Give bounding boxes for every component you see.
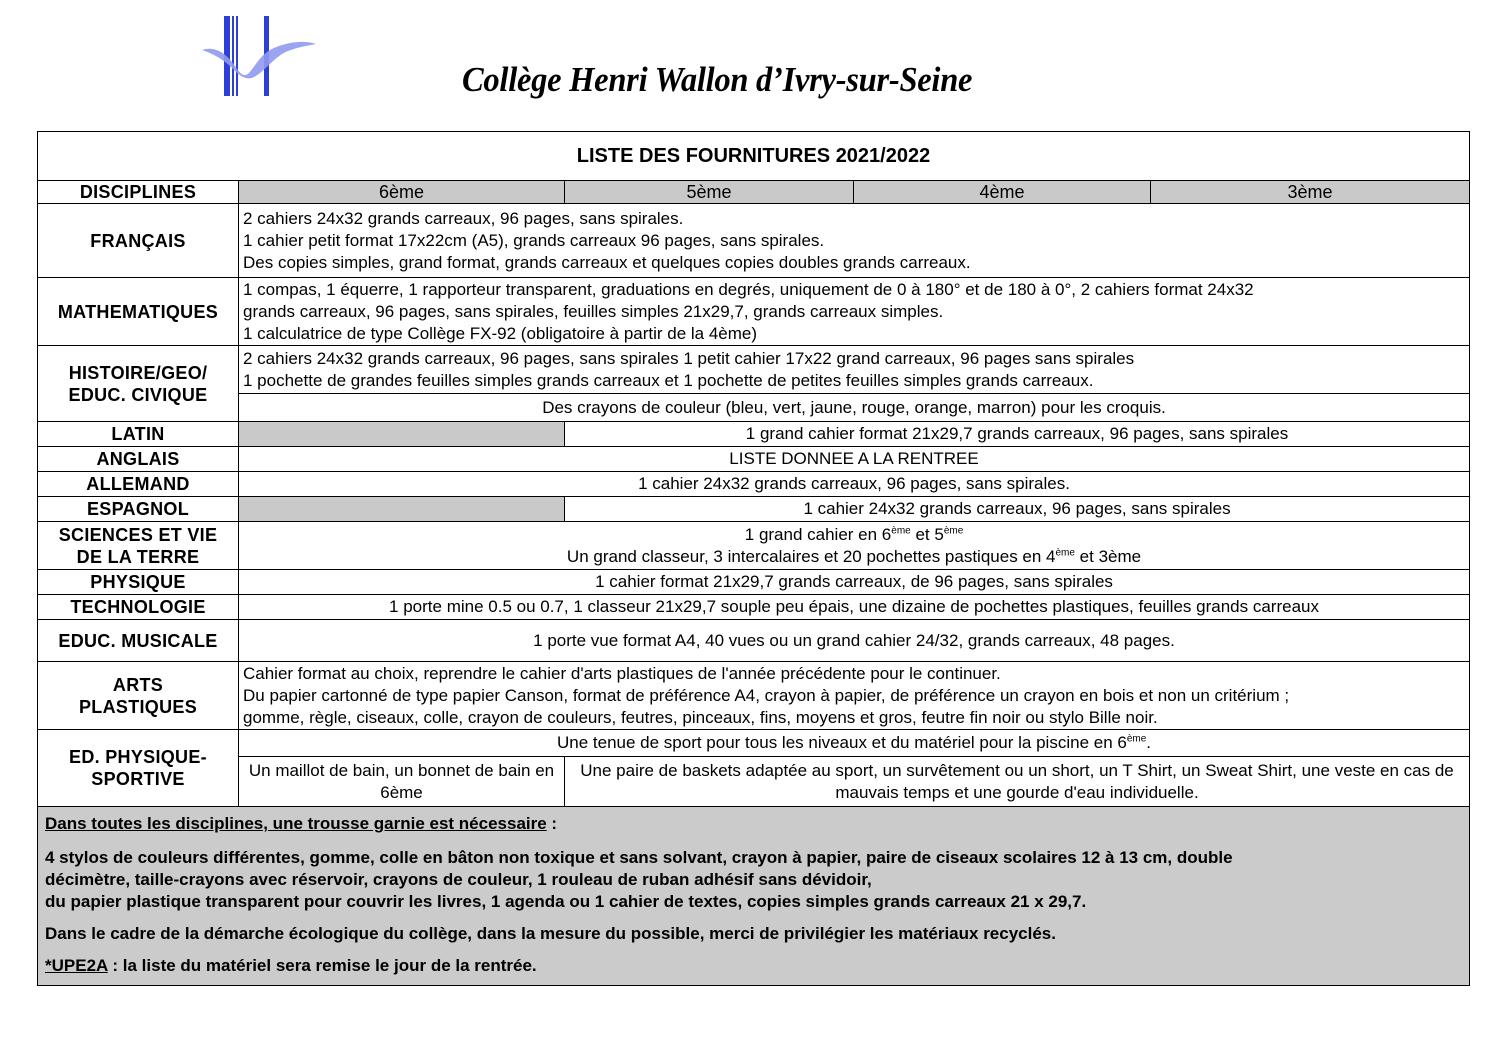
supply-line: gomme, règle, ciseaux, colle, crayon de couleurs, feutres, pinceaux, fins, moyens et gros, feutre fin noir ou stylo Bille noir.	[243, 707, 1158, 727]
table-row-eps	[38, 730, 1470, 757]
supply-cell-others: Une paire de baskets adaptée au sport, un survêtement ou un short, un T Shirt, un Sweat Shirt, une veste en cas de mauvais temps et une gourde d'eau individuelle.	[565, 757, 1470, 807]
supply-line: 1 pochette de grandes feuilles simples grands carreaux et 1 pochette de petites feuilles simples grands carreaux.	[243, 370, 1094, 390]
table-row-techno	[38, 595, 1470, 620]
table-row-arts	[38, 662, 1470, 730]
discipline-label	[38, 346, 239, 422]
supply-cell: 1 porte mine 0.5 ou 0.7, 1 classeur 21x29,7 souple peu épais, une dizaine de pochettes plastiques, feuilles grands carreaux	[239, 595, 1470, 620]
empty-cell-6eme	[239, 422, 565, 447]
label-line: EDUC. CIVIQUE	[68, 384, 208, 405]
ecologie-note: Dans le cadre de la démarche écologique du collège, dans la mesure du possible, merci de privilégier les matériaux recyclés.	[45, 924, 1056, 943]
label-line: ARTS	[112, 674, 164, 695]
supply-line: Des copies simples, grand format, grands carreaux et quelques copies doubles grands carreaux.	[243, 252, 971, 272]
supply-cell	[239, 346, 1470, 394]
supply-cell	[239, 522, 1470, 570]
supply-line: grands carreaux, 96 pages, sans spirales, feuilles simples 21x29,7, grands carreaux simples.	[243, 301, 944, 321]
table-row-svt	[38, 522, 1470, 570]
supply-cell: Une tenue de sport pour tous les niveaux et du matériel pour la piscine en 6ème.	[239, 730, 1470, 757]
discipline-label	[38, 730, 239, 807]
supply-line: 2 cahiers 24x32 grands carreaux, 96 pages, sans spirales.	[243, 208, 684, 228]
discipline-label: TECHNOLOGIE	[38, 595, 239, 620]
label-line: DE LA TERRE	[76, 546, 200, 567]
supply-line: Cahier format au choix, reprendre le cahier d'arts plastiques de l'année précédente pour le continuer.	[243, 663, 1001, 683]
label-line: SPORTIVE	[91, 769, 185, 789]
discipline-label: MATHEMATIQUES	[38, 278, 239, 346]
supply-line: Un grand classeur, 3 intercalaires et 20 pochettes pastiques en 4ème et 3ème	[566, 546, 1142, 566]
college-logo	[196, 14, 320, 100]
column-header: DISCIPLINES	[38, 181, 239, 204]
table-row-allemand	[38, 472, 1470, 497]
trousse-list	[45, 847, 1462, 913]
supply-line: Du papier cartonné de type papier Canson, format de préférence A4, crayon à papier, de préférence un crayon en bois et non un critérium ;	[243, 685, 1290, 705]
table-row-physique	[38, 570, 1470, 595]
footer-notes	[38, 807, 1470, 986]
supply-cell: 1 cahier 24x32 grands carreaux, 96 pages, sans spirales.	[239, 472, 1470, 497]
supply-line: 1 calculatrice de type Collège FX-92 (obligatoire à partir de la 4ème)	[243, 323, 758, 343]
logo-bar	[232, 16, 234, 96]
trousse-line: décimètre, taille-crayons avec réservoir, crayons de couleur, 1 rouleau de ruban adhésif sans dévidoir,	[45, 870, 872, 889]
supply-cell	[239, 204, 1470, 278]
supply-cell: 1 cahier format 21x29,7 grands carreaux, de 96 pages, sans spirales	[239, 570, 1470, 595]
table-row-latin	[38, 422, 1470, 447]
supply-cell: 1 cahier 24x32 grands carreaux, 96 pages, sans spirales	[565, 497, 1470, 522]
trousse-line: 4 stylos de couleurs différentes, gomme, colle en bâton non toxique et sans solvant, crayon à papier, paire de ciseaux scolaires 12 à 13 cm, double	[45, 848, 1233, 867]
supply-cell-6eme: Un maillot de bain, un bonnet de bain en 6ème	[239, 757, 565, 807]
trousse-heading: Dans toutes les disciplines, une trousse garnie est nécessaire :	[45, 814, 558, 833]
supplies-table	[37, 131, 1470, 986]
column-header: 4ème	[854, 181, 1151, 204]
label-line: HISTOIRE/GEO/	[68, 362, 208, 383]
column-header: 6ème	[239, 181, 565, 204]
table-row-eps-detail	[38, 757, 1470, 807]
supply-line: 1 compas, 1 équerre, 1 rapporteur transparent, graduations en degrés, uniquement de 0 à 180° et de 180 à 0°, 2 cahiers format 24x32	[243, 279, 1254, 299]
supply-cell	[239, 278, 1470, 346]
discipline-label: EDUC. MUSICALE	[38, 620, 239, 662]
label-line: SCIENCES ET VIE	[58, 524, 218, 545]
label-line: ED. PHYSIQUE-	[69, 747, 207, 767]
supply-cell: Des crayons de couleur (bleu, vert, jaune, rouge, orange, marron) pour les croquis.	[239, 394, 1470, 422]
supply-line: 1 grand cahier en 6ème et 5ème	[744, 524, 964, 544]
logo-bar	[236, 16, 238, 96]
table-row-histoire	[38, 346, 1470, 394]
table-row-francais	[38, 204, 1470, 278]
supply-cell: 1 grand cahier format 21x29,7 grands carreaux, 96 pages, sans spirales	[565, 422, 1470, 447]
table-row-histoire-extra	[38, 394, 1470, 422]
trousse-line: du papier plastique transparent pour couvrir les livres, 1 agenda ou 1 cahier de textes, copies simples grands carreaux 21 x 29,7.	[45, 892, 1087, 911]
supply-line: 2 cahiers 24x32 grands carreaux, 96 pages, sans spirales 1 petit cahier 17x22 grand carreaux, 96 pages sans spirales	[243, 348, 1135, 368]
empty-cell-6eme	[239, 497, 565, 522]
label-line: PLASTIQUES	[78, 696, 197, 717]
discipline-label: FRANÇAIS	[38, 204, 239, 278]
supply-cell: 1 porte vue format A4, 40 vues ou un grand cahier 24/32, grands carreaux, 48 pages.	[239, 620, 1470, 662]
table-row-espagnol	[38, 497, 1470, 522]
upe2a-note: *UPE2A : la liste du matériel sera remise le jour de la rentrée.	[45, 956, 537, 975]
table-title: LISTE DES FOURNITURES 2021/2022	[38, 132, 1470, 181]
discipline-label: LATIN	[38, 422, 239, 447]
discipline-label	[38, 662, 239, 730]
table-row-musique	[38, 620, 1470, 662]
table-row-anglais	[38, 447, 1470, 472]
header-row	[38, 181, 1470, 204]
discipline-label	[38, 522, 239, 570]
discipline-label: ANGLAIS	[38, 447, 239, 472]
table-row-maths	[38, 278, 1470, 346]
discipline-label: ALLEMAND	[38, 472, 239, 497]
discipline-label: PHYSIQUE	[38, 570, 239, 595]
supply-line: 1 cahier petit format 17x22cm (A5), grands carreaux 96 pages, sans spirales.	[243, 230, 825, 250]
discipline-label: ESPAGNOL	[38, 497, 239, 522]
supply-cell: LISTE DONNEE A LA RENTREE	[239, 447, 1470, 472]
column-header: 3ème	[1151, 181, 1470, 204]
footer-row	[38, 807, 1470, 986]
school-name: Collège Henri Wallon d’Ivry-sur-Seine	[462, 60, 973, 99]
supply-cell	[239, 662, 1470, 730]
column-header: 5ème	[565, 181, 854, 204]
logo-wave	[202, 42, 316, 78]
